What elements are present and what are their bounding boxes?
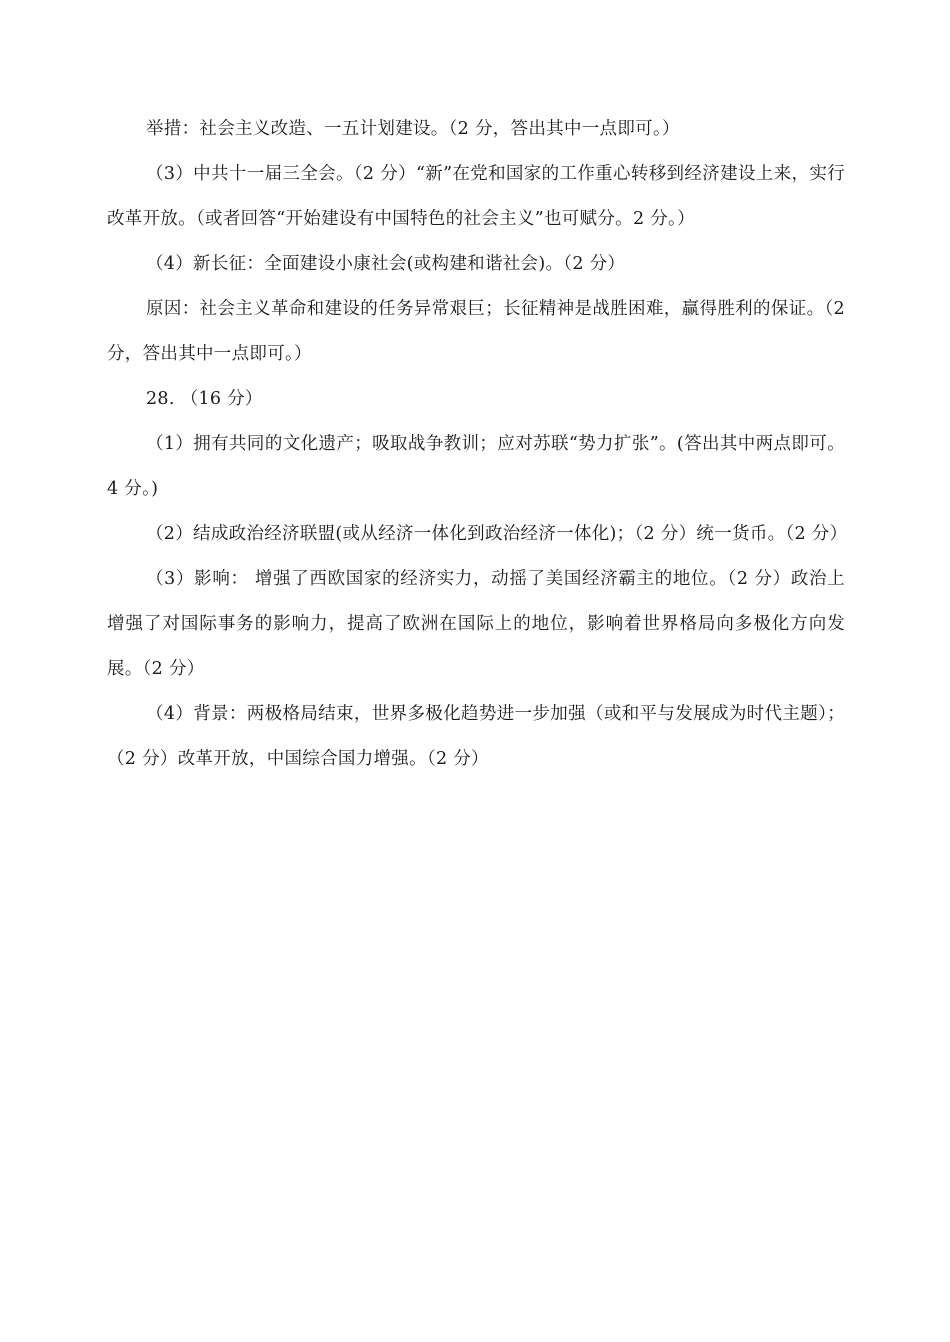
paragraph-question-28: 28. （16 分）	[146, 389, 263, 409]
paragraph-measures: 举措：社会主义改造、一五计划建设。（2 分，答出其中一点即可。）	[146, 119, 680, 139]
paragraph-28-1: （1）拥有共同的文化遗产；吸取战争教训；应对苏联“势力扩张”。(答出其中两点即可。4 分。)	[107, 434, 845, 499]
paragraph-q3-plenum: （3）中共十一届三全会。（2 分）“新”在党和国家的工作重心转移到经济建设上来，实行改革开放。（或者回答“开始建设有中国特色的社会主义”也可赋分。2 分。）	[107, 164, 845, 229]
paragraph-q4-new-long-march: （4）新长征：全面建设小康社会(或构建和谐社会)。（2 分）	[146, 254, 626, 274]
paragraph-28-2: （2）结成政治经济联盟(或从经济一体化到政治经济一体化)；（2 分）统一货币。（2 分）	[146, 524, 848, 544]
answer-text-block	[107, 107, 848, 782]
paragraph-28-3: （3）影响： 增强了西欧国家的经济实力，动摇了美国经济霸主的地位。（2 分）政治上增强了对国际事务的影响力，提高了欧洲在国际上的地位，影响着世界格局向多极化方向发展。（2 分）	[107, 569, 845, 679]
paragraph-reason: 原因：社会主义革命和建设的任务异常艰巨；长征精神是战胜困难，赢得胜利的保证。（2 分，答出其中一点即可。）	[107, 299, 845, 364]
paragraph-28-4: （4）背景：两极格局结束，世界多极化趋势进一步加强（或和平与发展成为时代主题）；（2 分）改革开放，中国综合国力增强。（2 分）	[107, 704, 845, 769]
